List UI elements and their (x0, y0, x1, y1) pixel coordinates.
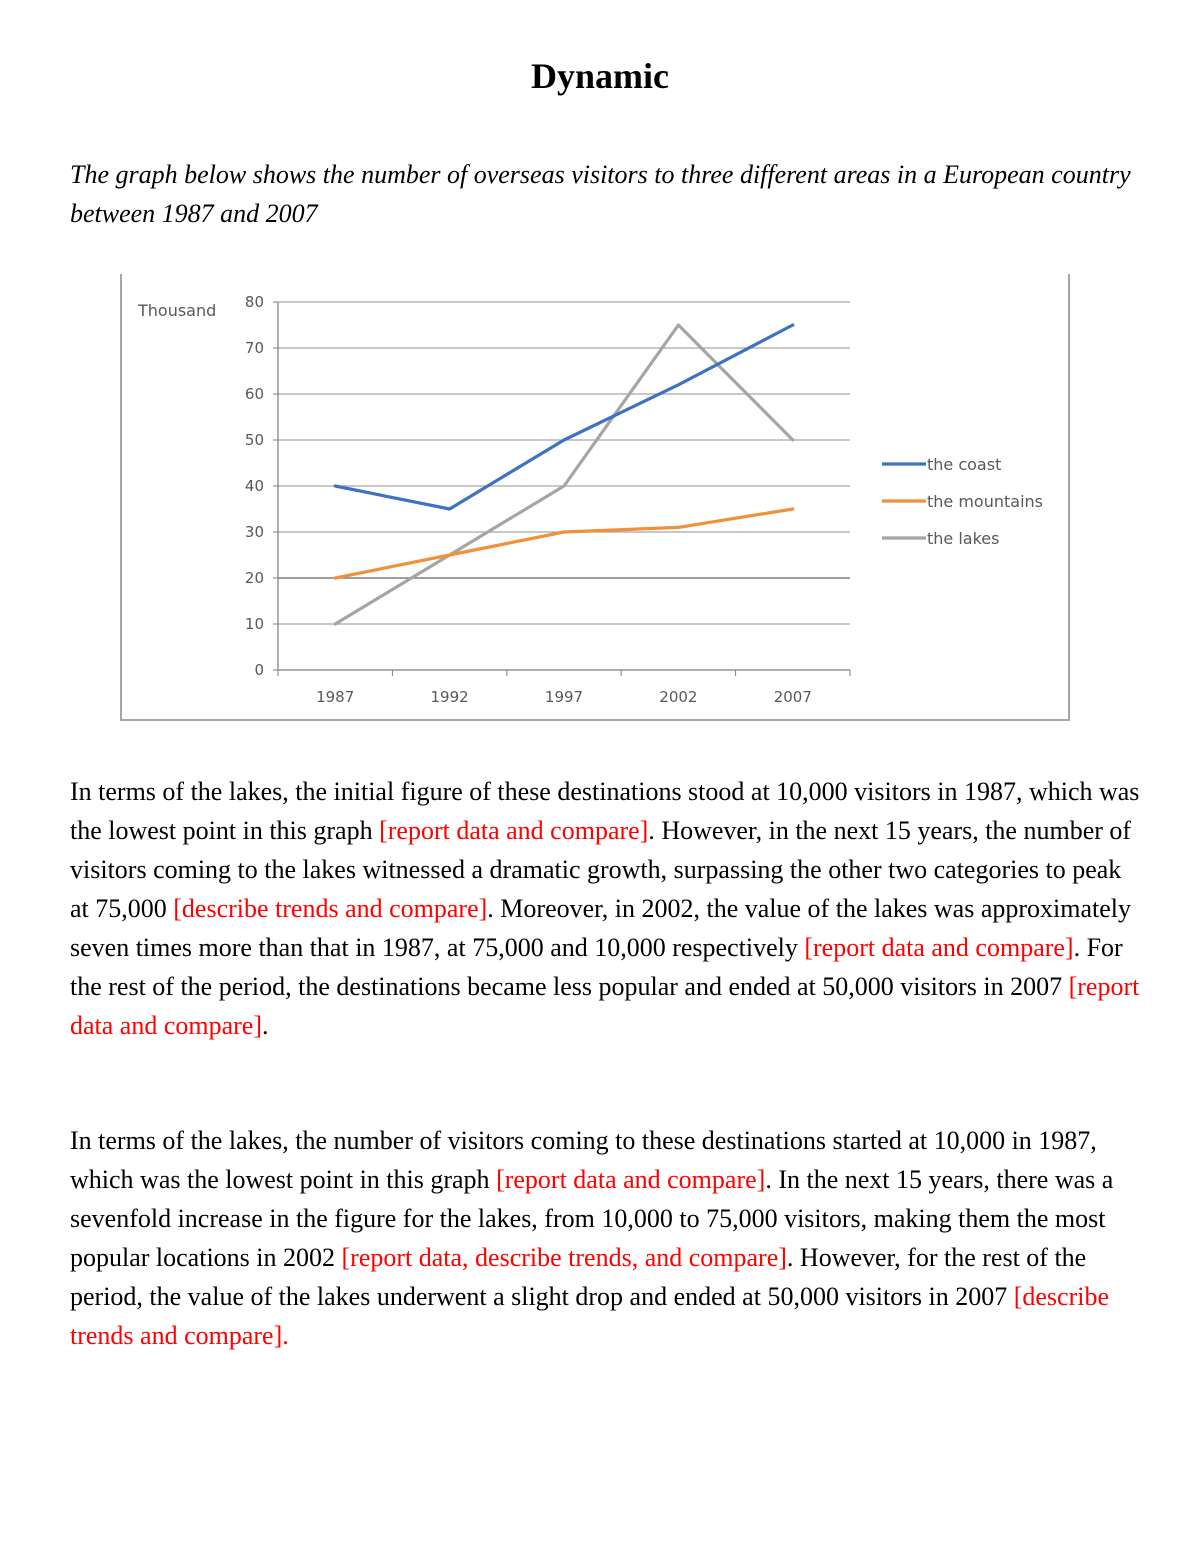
analysis-paragraph-2 (70, 1121, 1145, 1355)
data-point (448, 554, 450, 556)
data-point (792, 324, 794, 326)
data-point (792, 508, 794, 510)
data-point (677, 526, 679, 528)
data-point (563, 485, 565, 487)
paragraph-text: In terms of the lakes, the initial figure of these destinations stood at 10,000 visitors in 1987, which was the lowest point in this graph (70, 777, 1140, 845)
y-tick-label: 70 (244, 339, 264, 357)
data-point (334, 623, 336, 625)
legend-label: the lakes (927, 529, 1000, 548)
y-tick-label: 60 (244, 385, 264, 403)
series-lines (334, 324, 794, 625)
annotation-note: [report data and compare] (496, 1165, 766, 1194)
y-tick-label: 40 (244, 477, 264, 495)
axes (245, 293, 850, 706)
data-point (677, 384, 679, 386)
data-point (334, 577, 336, 579)
y-tick-label: 20 (244, 569, 264, 587)
x-tick-label: 1987 (316, 688, 355, 706)
page-title: Dynamic (531, 56, 669, 96)
y-axis-unit-label: Thousand (138, 301, 217, 320)
data-point (563, 531, 565, 533)
paragraph-text: . However, in the next 15 years, the number of visitors coming to the lakes witnessed a dramatic growth, surpassing the other two categories to peak at 75,000 (70, 816, 1132, 923)
data-point (677, 324, 679, 326)
series-line-the-lakes (335, 325, 793, 624)
y-tick-label: 80 (244, 293, 264, 311)
series-line-the-coast (335, 325, 793, 509)
x-tick-label: 1992 (430, 688, 469, 706)
y-tick-label: 10 (244, 615, 264, 633)
x-tick-label: 2002 (659, 688, 698, 706)
x-tick-label: 1997 (544, 688, 584, 706)
task-prompt: The graph below shows the number of overseas visitors to three different areas in a European country between 1987 and 2007 (70, 160, 1131, 228)
data-point (448, 508, 450, 510)
annotation-note: [report data and compare] (70, 972, 1140, 1040)
paragraph-text: . (262, 1011, 269, 1040)
legend (882, 455, 1043, 548)
annotation-note: [report data, describe trends, and compare] (341, 1243, 787, 1272)
paragraph-text: . For the rest of the period, the destinations became less popular and ended at 50,000 visitors in 2007 (70, 933, 1123, 1001)
legend-label: the mountains (927, 492, 1043, 511)
annotation-note: [describe trends and compare]. (70, 1282, 1110, 1350)
annotation-note: [report data and compare] (379, 816, 649, 845)
series-line-the-mountains (335, 509, 793, 578)
annotation-note: [report data and compare] (804, 933, 1074, 962)
analysis-paragraph-1 (70, 772, 1145, 1045)
paragraph-text: . Moreover, in 2002, the value of the lakes was approximately seven times more than that in 1987, at 75,000 and 10,000 respectively (70, 894, 1132, 962)
annotation-note: [describe trends and compare] (173, 894, 488, 923)
legend-label: the coast (927, 455, 1002, 474)
line-chart (120, 274, 1070, 721)
gridlines (278, 302, 850, 624)
paragraph-text: . However, for the rest of the period, the value of the lakes underwent a slight drop and ended at 50,000 visitors in 2007 (70, 1243, 1087, 1311)
y-tick-label: 30 (244, 523, 264, 541)
x-tick-label: 2007 (773, 688, 812, 706)
paragraph-text: . In the next 15 years, there was a sevenfold increase in the figure for the lakes, from 10,000 to 75,000 visitors, making them the most popular locations in 2002 (70, 1165, 1114, 1272)
data-point (334, 485, 336, 487)
paragraph-text: In terms of the lakes, the number of visitors coming to these destinations started at 10,000 in 1987, which was the lowest point in this graph (70, 1126, 1097, 1194)
y-tick-label: 50 (244, 431, 264, 449)
data-point (563, 439, 565, 441)
data-point (792, 439, 794, 441)
y-tick-label: 0 (254, 661, 264, 679)
